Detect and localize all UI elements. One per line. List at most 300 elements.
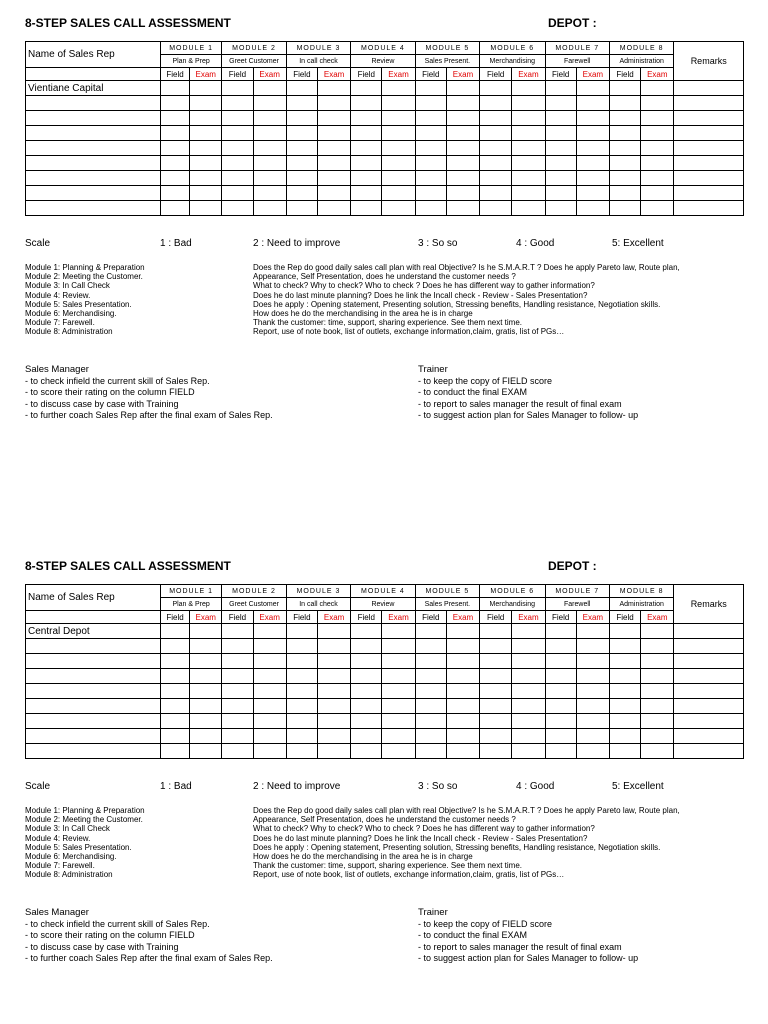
score-cell[interactable]: [382, 639, 415, 654]
score-cell[interactable]: [576, 171, 609, 186]
score-cell[interactable]: [253, 744, 286, 759]
score-cell[interactable]: [382, 171, 415, 186]
score-cell[interactable]: [576, 684, 609, 699]
score-cell[interactable]: [609, 714, 640, 729]
score-cell[interactable]: [253, 141, 286, 156]
score-cell[interactable]: [190, 744, 222, 759]
score-cell[interactable]: [609, 654, 640, 669]
score-cell[interactable]: [641, 126, 674, 141]
score-cell[interactable]: [609, 669, 640, 684]
score-cell[interactable]: [446, 684, 479, 699]
score-cell[interactable]: [286, 171, 317, 186]
score-cell[interactable]: [351, 96, 382, 111]
score-cell[interactable]: [253, 624, 286, 639]
score-cell[interactable]: [253, 729, 286, 744]
remarks-cell[interactable]: [674, 699, 744, 714]
score-cell[interactable]: [317, 729, 350, 744]
score-cell[interactable]: [545, 714, 576, 729]
score-cell[interactable]: [351, 141, 382, 156]
score-cell[interactable]: [382, 654, 415, 669]
score-cell[interactable]: [286, 96, 317, 111]
score-cell[interactable]: [446, 714, 479, 729]
score-cell[interactable]: [222, 141, 253, 156]
score-cell[interactable]: [415, 744, 446, 759]
score-cell[interactable]: [286, 624, 317, 639]
score-cell[interactable]: [480, 699, 512, 714]
score-cell[interactable]: [545, 156, 576, 171]
score-cell[interactable]: [545, 669, 576, 684]
score-cell[interactable]: [415, 624, 446, 639]
score-cell[interactable]: [222, 639, 253, 654]
score-cell[interactable]: [351, 186, 382, 201]
score-cell[interactable]: [415, 654, 446, 669]
score-cell[interactable]: [286, 201, 317, 216]
score-cell[interactable]: [512, 201, 545, 216]
rep-name-cell[interactable]: [26, 684, 161, 699]
score-cell[interactable]: [609, 201, 640, 216]
score-cell[interactable]: [160, 714, 189, 729]
score-cell[interactable]: [415, 126, 446, 141]
score-cell[interactable]: [609, 186, 640, 201]
score-cell[interactable]: [160, 171, 189, 186]
score-cell[interactable]: [609, 171, 640, 186]
score-cell[interactable]: [446, 744, 479, 759]
score-cell[interactable]: [415, 669, 446, 684]
remarks-cell[interactable]: [674, 201, 744, 216]
score-cell[interactable]: [160, 639, 189, 654]
remarks-cell[interactable]: [674, 126, 744, 141]
score-cell[interactable]: [222, 699, 253, 714]
score-cell[interactable]: [222, 201, 253, 216]
score-cell[interactable]: [576, 96, 609, 111]
score-cell[interactable]: [446, 81, 479, 96]
score-cell[interactable]: [382, 126, 415, 141]
score-cell[interactable]: [576, 669, 609, 684]
score-cell[interactable]: [480, 624, 512, 639]
score-cell[interactable]: [190, 624, 222, 639]
score-cell[interactable]: [545, 624, 576, 639]
score-cell[interactable]: [190, 654, 222, 669]
score-cell[interactable]: [446, 156, 479, 171]
remarks-cell[interactable]: [674, 744, 744, 759]
score-cell[interactable]: [576, 654, 609, 669]
score-cell[interactable]: [160, 699, 189, 714]
score-cell[interactable]: [253, 171, 286, 186]
score-cell[interactable]: [545, 639, 576, 654]
score-cell[interactable]: [160, 201, 189, 216]
score-cell[interactable]: [512, 126, 545, 141]
score-cell[interactable]: [190, 669, 222, 684]
score-cell[interactable]: [576, 156, 609, 171]
rep-name-cell[interactable]: [26, 729, 161, 744]
score-cell[interactable]: [160, 156, 189, 171]
score-cell[interactable]: [190, 201, 222, 216]
score-cell[interactable]: [253, 654, 286, 669]
score-cell[interactable]: [317, 186, 350, 201]
score-cell[interactable]: [415, 141, 446, 156]
score-cell[interactable]: [576, 141, 609, 156]
score-cell[interactable]: [415, 639, 446, 654]
score-cell[interactable]: [609, 624, 640, 639]
score-cell[interactable]: [222, 126, 253, 141]
score-cell[interactable]: [641, 699, 674, 714]
remarks-cell[interactable]: [674, 684, 744, 699]
score-cell[interactable]: [480, 141, 512, 156]
score-cell[interactable]: [317, 81, 350, 96]
score-cell[interactable]: [286, 639, 317, 654]
score-cell[interactable]: [190, 96, 222, 111]
score-cell[interactable]: [317, 141, 350, 156]
score-cell[interactable]: [512, 96, 545, 111]
score-cell[interactable]: [253, 669, 286, 684]
score-cell[interactable]: [222, 624, 253, 639]
score-cell[interactable]: [382, 141, 415, 156]
rep-name-cell[interactable]: [26, 654, 161, 669]
score-cell[interactable]: [222, 81, 253, 96]
score-cell[interactable]: [382, 624, 415, 639]
remarks-cell[interactable]: [674, 156, 744, 171]
score-cell[interactable]: [415, 201, 446, 216]
score-cell[interactable]: [545, 729, 576, 744]
score-cell[interactable]: [545, 81, 576, 96]
score-cell[interactable]: [641, 684, 674, 699]
score-cell[interactable]: [190, 171, 222, 186]
score-cell[interactable]: [286, 111, 317, 126]
score-cell[interactable]: [641, 639, 674, 654]
score-cell[interactable]: [576, 186, 609, 201]
score-cell[interactable]: [609, 639, 640, 654]
remarks-cell[interactable]: [674, 639, 744, 654]
score-cell[interactable]: [446, 171, 479, 186]
score-cell[interactable]: [286, 81, 317, 96]
score-cell[interactable]: [253, 699, 286, 714]
score-cell[interactable]: [190, 639, 222, 654]
score-cell[interactable]: [512, 186, 545, 201]
score-cell[interactable]: [641, 624, 674, 639]
score-cell[interactable]: [641, 156, 674, 171]
score-cell[interactable]: [190, 156, 222, 171]
score-cell[interactable]: [576, 714, 609, 729]
score-cell[interactable]: [609, 96, 640, 111]
score-cell[interactable]: [160, 744, 189, 759]
score-cell[interactable]: [317, 744, 350, 759]
score-cell[interactable]: [317, 201, 350, 216]
remarks-cell[interactable]: [674, 96, 744, 111]
score-cell[interactable]: [351, 156, 382, 171]
score-cell[interactable]: [222, 729, 253, 744]
score-cell[interactable]: [480, 669, 512, 684]
score-cell[interactable]: [286, 714, 317, 729]
score-cell[interactable]: [641, 171, 674, 186]
rep-name-cell[interactable]: [26, 639, 161, 654]
score-cell[interactable]: [222, 186, 253, 201]
rep-name-cell[interactable]: [26, 186, 161, 201]
score-cell[interactable]: [190, 141, 222, 156]
score-cell[interactable]: [415, 729, 446, 744]
score-cell[interactable]: [512, 669, 545, 684]
score-cell[interactable]: [222, 111, 253, 126]
score-cell[interactable]: [317, 714, 350, 729]
score-cell[interactable]: [545, 171, 576, 186]
score-cell[interactable]: [576, 699, 609, 714]
score-cell[interactable]: [382, 744, 415, 759]
score-cell[interactable]: [545, 744, 576, 759]
score-cell[interactable]: [609, 684, 640, 699]
score-cell[interactable]: [512, 639, 545, 654]
score-cell[interactable]: [415, 186, 446, 201]
score-cell[interactable]: [190, 111, 222, 126]
score-cell[interactable]: [512, 156, 545, 171]
score-cell[interactable]: [512, 714, 545, 729]
score-cell[interactable]: [545, 111, 576, 126]
score-cell[interactable]: [286, 186, 317, 201]
score-cell[interactable]: [480, 171, 512, 186]
score-cell[interactable]: [222, 96, 253, 111]
score-cell[interactable]: [609, 699, 640, 714]
rep-name-cell[interactable]: [26, 96, 161, 111]
score-cell[interactable]: [317, 639, 350, 654]
score-cell[interactable]: [317, 111, 350, 126]
remarks-cell[interactable]: [674, 669, 744, 684]
remarks-cell[interactable]: [674, 171, 744, 186]
score-cell[interactable]: [545, 96, 576, 111]
score-cell[interactable]: [446, 201, 479, 216]
score-cell[interactable]: [190, 186, 222, 201]
score-cell[interactable]: [253, 714, 286, 729]
score-cell[interactable]: [351, 699, 382, 714]
score-cell[interactable]: [609, 111, 640, 126]
score-cell[interactable]: [641, 81, 674, 96]
score-cell[interactable]: [351, 201, 382, 216]
score-cell[interactable]: [317, 96, 350, 111]
score-cell[interactable]: [253, 126, 286, 141]
score-cell[interactable]: [480, 81, 512, 96]
score-cell[interactable]: [415, 96, 446, 111]
score-cell[interactable]: [160, 81, 189, 96]
score-cell[interactable]: [446, 639, 479, 654]
score-cell[interactable]: [160, 654, 189, 669]
remarks-cell[interactable]: [674, 186, 744, 201]
score-cell[interactable]: [190, 729, 222, 744]
score-cell[interactable]: [382, 729, 415, 744]
score-cell[interactable]: [351, 654, 382, 669]
score-cell[interactable]: [160, 141, 189, 156]
score-cell[interactable]: [253, 111, 286, 126]
remarks-cell[interactable]: [674, 81, 744, 96]
score-cell[interactable]: [351, 111, 382, 126]
score-cell[interactable]: [480, 126, 512, 141]
score-cell[interactable]: [545, 684, 576, 699]
score-cell[interactable]: [446, 669, 479, 684]
score-cell[interactable]: [576, 639, 609, 654]
score-cell[interactable]: [609, 126, 640, 141]
score-cell[interactable]: [446, 624, 479, 639]
score-cell[interactable]: [286, 156, 317, 171]
score-cell[interactable]: [415, 156, 446, 171]
score-cell[interactable]: [351, 729, 382, 744]
score-cell[interactable]: [641, 714, 674, 729]
remarks-cell[interactable]: [674, 141, 744, 156]
score-cell[interactable]: [160, 126, 189, 141]
score-cell[interactable]: [545, 699, 576, 714]
score-cell[interactable]: [160, 111, 189, 126]
score-cell[interactable]: [545, 186, 576, 201]
score-cell[interactable]: [317, 699, 350, 714]
rep-name-cell[interactable]: [26, 156, 161, 171]
score-cell[interactable]: [160, 624, 189, 639]
score-cell[interactable]: [641, 729, 674, 744]
score-cell[interactable]: [576, 729, 609, 744]
rep-name-cell[interactable]: [26, 141, 161, 156]
score-cell[interactable]: [545, 201, 576, 216]
score-cell[interactable]: [351, 744, 382, 759]
score-cell[interactable]: [286, 684, 317, 699]
score-cell[interactable]: [317, 654, 350, 669]
remarks-cell[interactable]: [674, 729, 744, 744]
score-cell[interactable]: [160, 186, 189, 201]
score-cell[interactable]: [480, 96, 512, 111]
score-cell[interactable]: [512, 171, 545, 186]
score-cell[interactable]: [641, 744, 674, 759]
score-cell[interactable]: [382, 669, 415, 684]
remarks-cell[interactable]: [674, 654, 744, 669]
score-cell[interactable]: [351, 684, 382, 699]
score-cell[interactable]: [641, 654, 674, 669]
score-cell[interactable]: [286, 654, 317, 669]
score-cell[interactable]: [351, 171, 382, 186]
score-cell[interactable]: [286, 744, 317, 759]
score-cell[interactable]: [446, 111, 479, 126]
score-cell[interactable]: [512, 624, 545, 639]
score-cell[interactable]: [609, 141, 640, 156]
score-cell[interactable]: [480, 729, 512, 744]
rep-name-cell[interactable]: [26, 669, 161, 684]
score-cell[interactable]: [382, 96, 415, 111]
score-cell[interactable]: [222, 654, 253, 669]
score-cell[interactable]: [351, 669, 382, 684]
score-cell[interactable]: [415, 714, 446, 729]
score-cell[interactable]: [317, 171, 350, 186]
score-cell[interactable]: [480, 654, 512, 669]
rep-name-cell[interactable]: [26, 201, 161, 216]
score-cell[interactable]: [222, 684, 253, 699]
score-cell[interactable]: [317, 669, 350, 684]
score-cell[interactable]: [576, 744, 609, 759]
score-cell[interactable]: [351, 81, 382, 96]
score-cell[interactable]: [222, 156, 253, 171]
rep-name-cell[interactable]: [26, 111, 161, 126]
score-cell[interactable]: [446, 699, 479, 714]
rep-name-cell[interactable]: [26, 126, 161, 141]
score-cell[interactable]: [351, 624, 382, 639]
score-cell[interactable]: [576, 126, 609, 141]
score-cell[interactable]: [512, 729, 545, 744]
score-cell[interactable]: [415, 111, 446, 126]
rep-name-cell[interactable]: [26, 699, 161, 714]
score-cell[interactable]: [545, 654, 576, 669]
remarks-cell[interactable]: [674, 714, 744, 729]
score-cell[interactable]: [222, 669, 253, 684]
score-cell[interactable]: [480, 744, 512, 759]
score-cell[interactable]: [382, 699, 415, 714]
rep-name-cell[interactable]: [26, 744, 161, 759]
score-cell[interactable]: [446, 654, 479, 669]
score-cell[interactable]: [190, 699, 222, 714]
score-cell[interactable]: [446, 729, 479, 744]
score-cell[interactable]: [545, 126, 576, 141]
score-cell[interactable]: [190, 81, 222, 96]
score-cell[interactable]: [512, 699, 545, 714]
score-cell[interactable]: [480, 639, 512, 654]
score-cell[interactable]: [253, 684, 286, 699]
score-cell[interactable]: [286, 729, 317, 744]
remarks-cell[interactable]: [674, 624, 744, 639]
score-cell[interactable]: [512, 684, 545, 699]
score-cell[interactable]: [382, 186, 415, 201]
score-cell[interactable]: [351, 714, 382, 729]
score-cell[interactable]: [512, 111, 545, 126]
score-cell[interactable]: [512, 141, 545, 156]
score-cell[interactable]: [480, 111, 512, 126]
score-cell[interactable]: [641, 186, 674, 201]
score-cell[interactable]: [190, 714, 222, 729]
score-cell[interactable]: [576, 81, 609, 96]
score-cell[interactable]: [382, 111, 415, 126]
score-cell[interactable]: [446, 126, 479, 141]
score-cell[interactable]: [512, 81, 545, 96]
score-cell[interactable]: [512, 744, 545, 759]
score-cell[interactable]: [253, 96, 286, 111]
score-cell[interactable]: [576, 624, 609, 639]
score-cell[interactable]: [480, 684, 512, 699]
score-cell[interactable]: [641, 96, 674, 111]
score-cell[interactable]: [253, 81, 286, 96]
score-cell[interactable]: [253, 201, 286, 216]
score-cell[interactable]: [317, 126, 350, 141]
score-cell[interactable]: [382, 81, 415, 96]
score-cell[interactable]: [609, 156, 640, 171]
score-cell[interactable]: [576, 111, 609, 126]
score-cell[interactable]: [415, 684, 446, 699]
score-cell[interactable]: [609, 744, 640, 759]
score-cell[interactable]: [160, 729, 189, 744]
rep-name-cell[interactable]: [26, 714, 161, 729]
score-cell[interactable]: [512, 654, 545, 669]
score-cell[interactable]: [446, 141, 479, 156]
score-cell[interactable]: [480, 156, 512, 171]
score-cell[interactable]: [545, 141, 576, 156]
score-cell[interactable]: [641, 141, 674, 156]
score-cell[interactable]: [286, 699, 317, 714]
score-cell[interactable]: [160, 96, 189, 111]
score-cell[interactable]: [253, 156, 286, 171]
score-cell[interactable]: [190, 126, 222, 141]
score-cell[interactable]: [222, 744, 253, 759]
score-cell[interactable]: [480, 186, 512, 201]
score-cell[interactable]: [286, 126, 317, 141]
score-cell[interactable]: [641, 111, 674, 126]
score-cell[interactable]: [222, 171, 253, 186]
score-cell[interactable]: [480, 714, 512, 729]
score-cell[interactable]: [382, 714, 415, 729]
score-cell[interactable]: [641, 201, 674, 216]
score-cell[interactable]: [351, 126, 382, 141]
score-cell[interactable]: [317, 684, 350, 699]
score-cell[interactable]: [382, 201, 415, 216]
score-cell[interactable]: [446, 96, 479, 111]
score-cell[interactable]: [222, 714, 253, 729]
score-cell[interactable]: [415, 81, 446, 96]
